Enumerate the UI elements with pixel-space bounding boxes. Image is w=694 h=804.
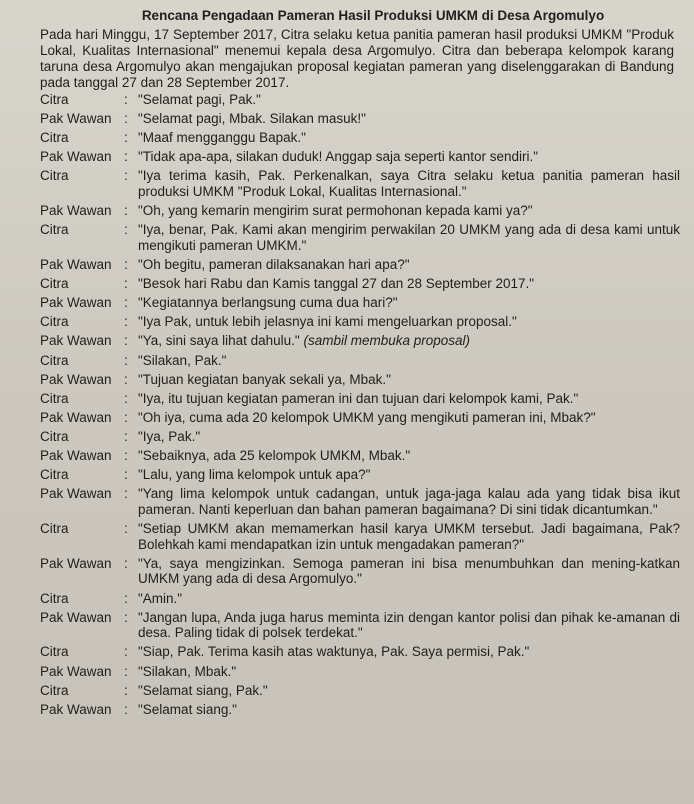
dialogue-text <box>138 644 680 660</box>
dialogue-text <box>138 276 680 292</box>
speaker-colon: : <box>124 448 128 463</box>
dialogue-quote: "Silakan, Mbak." <box>138 663 237 679</box>
speaker-name: Citra <box>40 428 69 444</box>
dialogue-line <box>40 610 680 641</box>
dialogue-text <box>138 521 680 552</box>
dialogue-quote: "Jangan lupa, Anda juga harus meminta izin dengan kantor polisi dan pihak ke-amanan di desa. Paling tidak di polsek terdekat." <box>138 609 680 641</box>
dialogue-list <box>40 92 680 717</box>
dialogue-quote: "Ya, sini saya lihat dahulu." <box>138 333 300 349</box>
speaker-name: Pak Wawan <box>40 486 112 502</box>
dialogue-text <box>138 683 680 699</box>
dialogue-text <box>138 610 680 641</box>
dialogue-line <box>40 683 680 699</box>
speaker-colon: : <box>124 701 128 717</box>
dialogue-text <box>138 168 680 199</box>
speaker-name: Pak Wawan <box>40 295 112 311</box>
dialogue-line <box>40 92 680 108</box>
speaker-colon: : <box>124 371 128 387</box>
speaker-name: Pak Wawan <box>40 555 112 571</box>
dialogue-quote: "Silakan, Pak." <box>138 352 227 368</box>
speaker-colon: : <box>124 520 128 536</box>
speaker-name: Citra <box>40 168 69 184</box>
dialogue-line <box>40 149 680 165</box>
speaker-name: Citra <box>40 314 69 330</box>
dialogue-line <box>40 486 680 517</box>
speaker-colon: : <box>124 486 128 502</box>
dialogue-line <box>40 111 680 127</box>
dialogue-quote: "Siap, Pak. Terima kasih atas waktunya, Pak. Saya permisi, Pak." <box>138 644 530 660</box>
speaker-colon: : <box>124 203 128 219</box>
dialogue-text <box>138 664 680 680</box>
dialogue-line <box>40 664 680 680</box>
dialogue-text <box>138 333 680 349</box>
speaker-name: Citra <box>40 390 69 406</box>
speaker-colon: : <box>124 467 128 483</box>
dialogue-text <box>138 467 680 483</box>
dialogue-line <box>40 467 680 483</box>
speaker-name: Citra <box>40 92 69 107</box>
speaker-name: Citra <box>40 352 69 368</box>
speaker-colon: : <box>124 428 128 444</box>
speaker-colon: : <box>124 257 128 273</box>
speaker-colon: : <box>124 663 128 679</box>
speaker-colon: : <box>124 222 128 238</box>
dialogue-quote: "Iya, benar, Pak. Kami akan mengirim perwakilan 20 UMKM yang ada di desa kami untuk mengikuti pameran UMKM." <box>138 222 680 253</box>
document-title: Rencana Pengadaan Pameran Hasil Produksi UMKM di Desa Argomulyo <box>141 8 605 23</box>
speaker-colon: : <box>124 149 128 165</box>
dialogue-line <box>40 591 680 607</box>
dialogue-line <box>40 257 680 273</box>
dialogue-line <box>40 702 680 718</box>
speaker-colon: : <box>124 111 128 127</box>
speaker-name: Pak Wawan <box>40 257 112 273</box>
dialogue-text <box>138 486 680 517</box>
dialogue-quote: "Lalu, yang lima kelompok untuk apa?" <box>138 467 371 483</box>
dialogue-line <box>40 314 680 330</box>
speaker-name: Pak Wawan <box>40 663 112 679</box>
dialogue-text <box>138 702 680 718</box>
speaker-colon: : <box>124 390 128 406</box>
dialogue-text <box>138 257 680 273</box>
dialogue-quote: "Selamat pagi, Mbak. Silakan masuk!" <box>138 111 366 127</box>
dialogue-line <box>40 556 680 587</box>
dialogue-line <box>40 295 680 311</box>
dialogue-quote: "Iya, itu tujuan kegiatan pameran ini dan tujuan dari kelompok kami, Pak." <box>138 390 579 406</box>
speaker-name: Citra <box>40 222 69 238</box>
speaker-name: Citra <box>40 276 69 292</box>
speaker-colon: : <box>124 92 128 107</box>
dialogue-line <box>40 372 680 388</box>
intro-paragraph: Pada hari Minggu, 17 September 2017, Citra selaku ketua panitia pameran hasil produksi UMKM "Produk Lokal, Kualitas Internasional" menemui kepala desa Argomulyo. Citra dan beberapa kelompok karang taruna desa Argomulyo akan mengajukan proposal kegiatan pameran yang diselenggarakan di Bandung pada tanggal 27 dan 28 September 2017. <box>40 27 674 90</box>
speaker-name: Pak Wawan <box>40 448 112 463</box>
dialogue-quote: "Iya Pak, untuk lebih jelasnya ini kami mengeluarkan proposal." <box>138 314 517 330</box>
dialogue-text <box>138 591 680 607</box>
dialogue-quote: "Sebaiknya, ada 25 kelompok UMKM, Mbak." <box>138 448 411 463</box>
speaker-colon: : <box>124 644 128 660</box>
dialogue-text <box>138 372 680 388</box>
dialogue-text <box>138 556 680 587</box>
dialogue-line <box>40 222 680 253</box>
dialogue-quote: "Amin." <box>138 590 183 606</box>
speaker-name: Pak Wawan <box>40 371 112 387</box>
speaker-colon: : <box>124 333 128 349</box>
dialogue-quote: "Yang lima kelompok untuk cadangan, untuk jaga-jaga kalau ada yang tidak bisa ikut pameran. Nanti keperluan dan bahan pameran bagaimana? Di sini tidak dicantumkan." <box>138 486 680 517</box>
dialogue-quote: "Besok hari Rabu dan Kamis tanggal 27 dan 28 September 2017." <box>138 276 535 292</box>
dialogue-quote: "Iya terima kasih, Pak. Perkenalkan, saya Citra selaku ketua panitia pameran hasil produksi UMKM "Produk Lokal, Kualitas Internasional." <box>138 168 680 200</box>
speaker-name: Pak Wawan <box>40 203 112 219</box>
speaker-name: Pak Wawan <box>40 409 112 425</box>
speaker-colon: : <box>124 682 128 698</box>
dialogue-line <box>40 448 680 464</box>
speaker-colon: : <box>124 409 128 425</box>
speaker-colon: : <box>124 130 128 146</box>
speaker-colon: : <box>124 276 128 292</box>
dialogue-text <box>138 410 680 426</box>
dialogue-text <box>138 353 680 369</box>
dialogue-text <box>138 314 680 330</box>
dialogue-text <box>138 92 680 108</box>
dialogue-line <box>40 353 680 369</box>
dialogue-text <box>138 429 680 445</box>
dialogue-line <box>40 410 680 426</box>
dialogue-text <box>138 222 680 253</box>
speaker-colon: : <box>124 609 128 625</box>
speaker-name: Pak Wawan <box>40 333 112 349</box>
dialogue-text <box>138 295 680 311</box>
speaker-colon: : <box>124 555 128 571</box>
dialogue-line <box>40 168 680 199</box>
dialogue-line <box>40 521 680 552</box>
dialogue-line <box>40 333 680 349</box>
speaker-name: Citra <box>40 590 69 606</box>
dialogue-quote: "Selamat siang, Pak." <box>138 682 268 698</box>
dialogue-line <box>40 130 680 146</box>
dialogue-text <box>138 448 680 464</box>
dialogue-text <box>138 130 680 146</box>
speaker-name: Pak Wawan <box>40 701 112 717</box>
dialogue-quote: "Iya, Pak." <box>138 428 201 444</box>
dialogue-quote: "Oh, yang kemarin mengirim surat permohonan kepada kami ya?" <box>138 203 533 219</box>
speaker-name: Pak Wawan <box>40 111 112 127</box>
dialogue-quote: "Tujuan kegiatan banyak sekali ya, Mbak." <box>138 371 391 387</box>
speaker-name: Citra <box>40 130 69 146</box>
dialogue-quote: "Setiap UMKM akan memamerkan hasil karya UMKM tersebut. Jadi bagaimana, Pak? Bolehkah kami mendapatkan izin untuk mengadakan pameran?" <box>138 520 680 552</box>
dialogue-quote: "Oh iya, cuma ada 20 kelompok UMKM yang mengikuti pameran ini, Mbak?" <box>138 409 596 425</box>
dialogue-quote: "Ya, saya mengizinkan. Semoga pameran ini bisa menumbuhkan dan mening-katkan UMKM yang ada di desa Argomulyo." <box>138 555 680 587</box>
speaker-name: Citra <box>40 520 69 536</box>
dialogue-text <box>138 149 680 165</box>
dialogue-quote: "Maaf mengganggu Bapak." <box>138 130 306 146</box>
dialogue-quote: "Selamat siang." <box>138 701 237 717</box>
speaker-name: Pak Wawan <box>40 609 112 625</box>
dialogue-text <box>138 391 680 407</box>
dialogue-line <box>40 276 680 292</box>
dialogue-line <box>40 203 680 219</box>
speaker-colon: : <box>124 295 128 311</box>
dialogue-quote: "Oh begitu, pameran dilaksanakan hari apa?" <box>138 257 410 273</box>
speaker-colon: : <box>124 352 128 368</box>
speaker-colon: : <box>124 590 128 606</box>
speaker-colon: : <box>124 168 128 184</box>
dialogue-line <box>40 391 680 407</box>
dialogue-quote: "Selamat pagi, Pak." <box>138 92 261 107</box>
speaker-name: Citra <box>40 644 69 660</box>
dialogue-text <box>138 111 680 127</box>
speaker-colon: : <box>124 314 128 330</box>
dialogue-quote: "Tidak apa-apa, silakan duduk! Anggap saja seperti kantor sendiri." <box>138 149 539 165</box>
speaker-name: Pak Wawan <box>40 149 112 165</box>
dialogue-line <box>40 644 680 660</box>
dialogue-line <box>40 429 680 445</box>
dialogue-text <box>138 203 680 219</box>
stage-direction: (sambil membuka proposal) <box>303 333 471 349</box>
speaker-name: Citra <box>40 682 69 698</box>
speaker-name: Citra <box>40 467 69 483</box>
dialogue-quote: "Kegiatannya berlangsung cuma dua hari?" <box>138 295 398 311</box>
